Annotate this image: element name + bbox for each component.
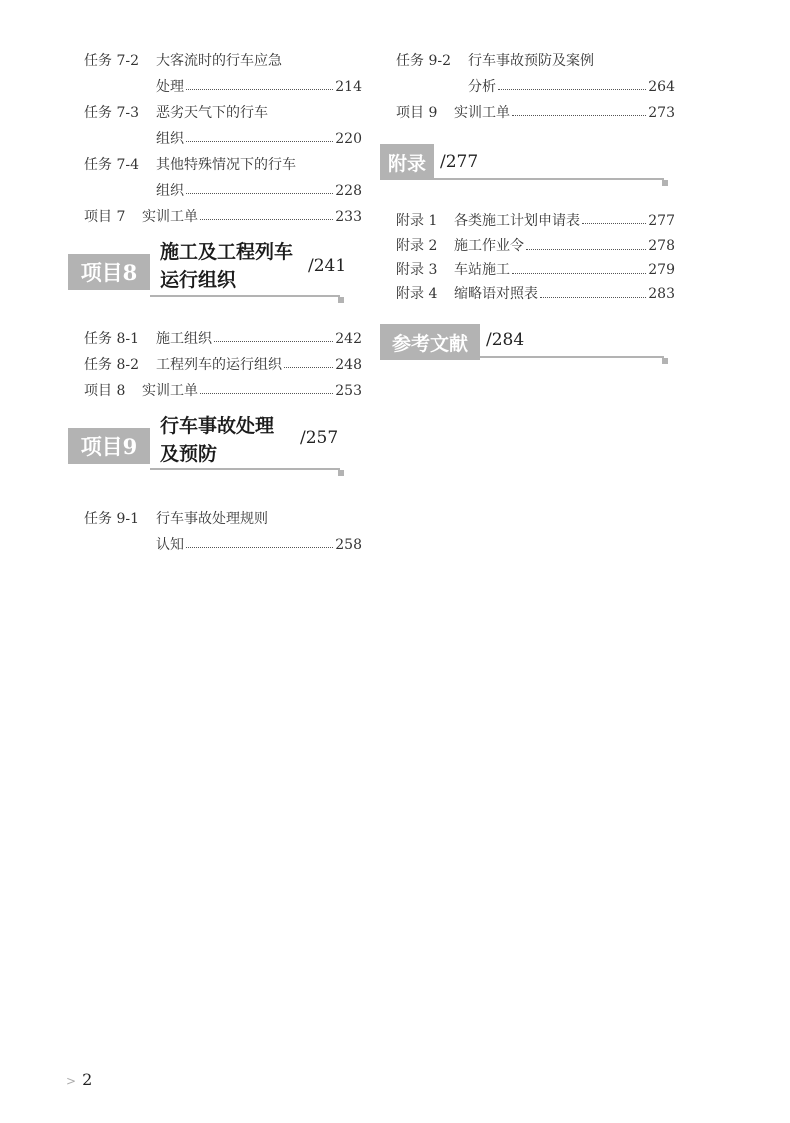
toc-entry-appendix-1[interactable] <box>396 208 675 234</box>
entry-title-cont: 组织 <box>156 183 184 199</box>
toc-entry-task-9-2[interactable] <box>396 48 675 100</box>
entry-title: 恶劣天气下的行车 <box>156 105 268 121</box>
section-underline <box>480 356 664 358</box>
section-page: /277 <box>440 152 479 172</box>
entry-title: 实训工单 <box>142 383 198 399</box>
dot-leader <box>540 282 646 298</box>
entry-page: 264 <box>648 79 675 95</box>
entry-title: 实训工单 <box>142 209 198 225</box>
section-title-line2: 运行组织 <box>160 269 237 291</box>
section-header-project-8[interactable] <box>68 234 358 304</box>
section-underline <box>150 295 340 297</box>
toc-entry-task-8-2[interactable] <box>84 352 362 378</box>
page-number: 2 <box>82 1070 93 1089</box>
dot-leader <box>284 352 333 368</box>
dot-leader <box>498 74 646 90</box>
dot-leader <box>186 74 333 90</box>
dot-leader <box>214 326 333 342</box>
entry-label: 任务 7-2 <box>84 53 139 69</box>
section-header-appendix[interactable] <box>380 140 670 190</box>
project-badge: 项目9 <box>68 428 150 464</box>
entry-title: 工程列车的运行组织 <box>156 357 282 373</box>
toc-entry-task-7-4[interactable] <box>84 152 362 204</box>
entry-title-cont: 处理 <box>156 79 184 95</box>
entry-page: 258 <box>335 537 362 553</box>
references-badge: 参考文献 <box>380 324 480 360</box>
dot-leader <box>186 532 333 548</box>
entry-page: 277 <box>648 213 675 229</box>
entry-title: 施工作业令 <box>454 238 524 254</box>
entry-title: 车站施工 <box>454 262 510 278</box>
toc-entry-project-8-sheet[interactable] <box>84 378 362 404</box>
toc-left-column <box>80 48 362 558</box>
toc-right-column <box>387 48 675 370</box>
section-title-line2: 及预防 <box>160 443 218 465</box>
toc-entry-appendix-2[interactable] <box>396 234 675 258</box>
entry-page: 273 <box>648 105 675 121</box>
entry-title: 实训工单 <box>454 105 510 121</box>
entry-title: 缩略语对照表 <box>454 286 538 302</box>
section-page: /284 <box>486 330 525 350</box>
toc-entry-project-7-sheet[interactable] <box>84 204 362 230</box>
toc-entry-task-9-1[interactable] <box>84 506 362 558</box>
entry-page: 278 <box>648 238 675 254</box>
entry-label: 任务 9-2 <box>396 53 451 69</box>
entry-label: 附录 4 <box>396 286 438 302</box>
entry-page: 233 <box>335 209 362 225</box>
dot-leader <box>526 234 646 250</box>
page-footer <box>66 1070 92 1089</box>
entry-title-cont: 组织 <box>156 131 184 147</box>
entry-title: 行车事故预防及案例 <box>468 53 594 69</box>
dot-leader <box>582 208 646 224</box>
entry-label: 任务 9-1 <box>84 511 139 527</box>
entry-label: 附录 3 <box>396 262 438 278</box>
entry-page: 283 <box>648 286 675 302</box>
toc-entry-task-7-3[interactable] <box>84 100 362 152</box>
entry-page: 220 <box>335 131 362 147</box>
entry-label: 项目 9 <box>396 105 438 121</box>
entry-title: 施工组织 <box>156 331 212 347</box>
section-underline-marker <box>338 297 344 303</box>
entry-label: 任务 8-2 <box>84 357 139 373</box>
section-page: /257 <box>300 428 339 448</box>
section-underline <box>434 178 664 180</box>
entry-page: 228 <box>335 183 362 199</box>
entry-title: 各类施工计划申请表 <box>454 213 580 229</box>
toc-entry-project-9-sheet[interactable] <box>396 100 675 126</box>
dot-leader <box>186 126 333 142</box>
entry-page: 242 <box>335 331 362 347</box>
entry-label: 任务 7-4 <box>84 157 139 173</box>
section-underline-marker <box>662 180 668 186</box>
entry-title: 大客流时的行车应急 <box>156 53 282 69</box>
entry-label: 项目 8 <box>84 383 126 399</box>
dot-leader <box>512 100 646 116</box>
dot-leader <box>200 204 333 220</box>
entry-title: 行车事故处理规则 <box>156 511 268 527</box>
entry-label: 附录 1 <box>396 213 438 229</box>
section-header-project-9[interactable] <box>68 406 358 476</box>
toc-entry-task-8-1[interactable] <box>84 326 362 352</box>
entry-title: 其他特殊情况下的行车 <box>156 157 296 173</box>
section-title-line1: 行车事故处理 <box>160 415 275 437</box>
chevron-right-icon: > <box>66 1074 77 1088</box>
entry-title-cont: 分析 <box>468 79 496 95</box>
toc-entry-appendix-4[interactable] <box>396 282 675 306</box>
entry-label: 项目 7 <box>84 209 126 225</box>
section-underline <box>150 468 340 470</box>
dot-leader <box>200 378 333 394</box>
appendix-badge: 附录 <box>380 144 434 180</box>
dot-leader <box>512 258 646 274</box>
entry-page: 214 <box>335 79 362 95</box>
entry-label: 任务 8-1 <box>84 331 139 347</box>
toc-entry-task-7-2[interactable] <box>84 48 362 100</box>
section-header-references[interactable] <box>380 320 670 370</box>
section-underline-marker <box>662 358 668 364</box>
section-title-line1: 施工及工程列车 <box>160 241 294 263</box>
dot-leader <box>186 178 333 194</box>
section-page: /241 <box>308 256 347 276</box>
entry-label: 附录 2 <box>396 238 438 254</box>
project-badge: 项目8 <box>68 254 150 290</box>
entry-page: 279 <box>648 262 675 278</box>
entry-page: 248 <box>335 357 362 373</box>
entry-page: 253 <box>335 383 362 399</box>
entry-label: 任务 7-3 <box>84 105 139 121</box>
toc-entry-appendix-3[interactable] <box>396 258 675 282</box>
entry-title-cont: 认知 <box>156 537 184 553</box>
section-underline-marker <box>338 470 344 476</box>
